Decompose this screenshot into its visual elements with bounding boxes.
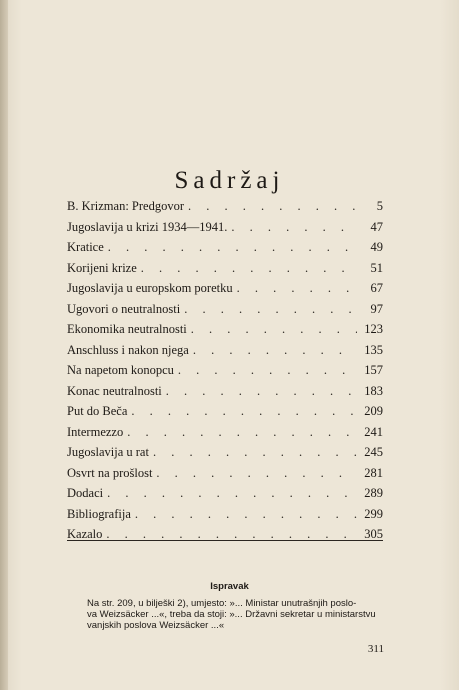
toc-entry	[67, 258, 383, 279]
toc-entry-page: 281	[364, 465, 383, 480]
page-title: Sadržaj	[174, 166, 285, 194]
dot-leader	[107, 483, 357, 504]
toc-entry-title: Ugovori o neutralnosti	[67, 301, 181, 316]
toc-entry-title: Jugoslavija u rat	[67, 445, 149, 459]
toc-entry-title: Jugoslavija u krizi 1934—1941.	[67, 219, 228, 234]
dot-leader	[184, 299, 357, 320]
toc-entry	[67, 237, 383, 258]
table-of-contents	[67, 196, 383, 545]
errata-line: va Weizsäcker ...«, treba da stoji: »... Državni sekretar u ministarstvu	[87, 609, 376, 620]
dot-leader	[231, 217, 357, 238]
errata-line: vanjskih poslova Weizsäcker ...«	[87, 620, 225, 631]
toc-entry	[67, 524, 383, 545]
errata-line: Na str. 209, u bilješki 2), umjesto: »... Ministar unutrašnjih poslo-	[87, 598, 357, 609]
toc-entry-page: 67	[370, 281, 383, 295]
toc-entry-page: 245	[364, 445, 383, 459]
toc-entry-page: 305	[364, 527, 383, 541]
toc-entry	[67, 442, 383, 463]
toc-entry	[67, 422, 383, 443]
toc-entry	[67, 483, 383, 504]
dot-leader	[166, 381, 357, 402]
toc-entry	[67, 217, 383, 238]
toc-entry-page: 241	[364, 424, 383, 439]
toc-entry-page: 209	[364, 404, 383, 418]
toc-entry-page: 123	[364, 322, 383, 336]
toc-entry-title: Anschluss i nakon njega	[67, 342, 189, 357]
dot-leader	[135, 504, 357, 525]
toc-entry	[67, 196, 383, 217]
page-number: 311	[367, 643, 384, 655]
toc-entry-title: Bibliografija	[67, 506, 131, 521]
toc-entry-title: Put do Beča	[67, 404, 128, 418]
toc-entry-title: Kazalo	[67, 527, 103, 541]
toc-entry-page: 183	[364, 383, 383, 398]
toc-entry	[67, 360, 383, 381]
toc-entry-title: Intermezzo	[67, 424, 124, 439]
toc-entry	[67, 463, 383, 484]
toc-entry-page: 289	[364, 486, 383, 500]
toc-entry-title: Ekonomika neutralnosti	[67, 322, 187, 336]
dot-leader	[193, 340, 357, 361]
toc-entry-title: Na napetom konopcu	[67, 363, 174, 377]
dot-leader	[141, 258, 357, 279]
dot-leader	[191, 319, 357, 340]
toc-entry-title: Korijeni krize	[67, 260, 137, 275]
toc-entry-title: Dodaci	[67, 486, 104, 500]
toc-entry-title: Konac neutralnosti	[67, 383, 162, 398]
toc-entry-title: Osvrt na prošlost	[67, 465, 153, 480]
toc-entry	[67, 299, 383, 320]
dot-leader	[237, 278, 357, 299]
section-divider	[67, 540, 383, 541]
toc-entry	[67, 504, 383, 525]
toc-entry-page: 157	[364, 363, 383, 377]
toc-entry-title: Jugoslavija u europskom poretku	[67, 281, 233, 295]
toc-entry-page: 51	[370, 260, 383, 275]
toc-entry-page: 97	[370, 301, 383, 316]
dot-leader	[108, 237, 357, 258]
toc-entry-title: B. Krizman: Predgovor	[67, 199, 184, 213]
toc-entry-page: 5	[376, 199, 383, 213]
toc-entry-page: 299	[364, 506, 383, 521]
toc-entry	[67, 340, 383, 361]
toc-entry	[67, 278, 383, 299]
dot-leader	[188, 196, 357, 217]
toc-entry-title: Kratice	[67, 240, 104, 254]
toc-entry	[67, 319, 383, 340]
toc-entry-page: 47	[370, 219, 383, 234]
dot-leader	[106, 524, 357, 545]
toc-entry	[67, 381, 383, 402]
errata-note	[87, 598, 383, 631]
dot-leader	[156, 463, 357, 484]
toc-entry	[67, 401, 383, 422]
dot-leader	[131, 401, 357, 422]
dot-leader	[127, 422, 357, 443]
toc-entry-page: 49	[370, 240, 383, 254]
dot-leader	[178, 360, 357, 381]
toc-entry-page: 135	[364, 342, 383, 357]
dot-leader	[153, 442, 357, 463]
errata-heading: Ispravak	[210, 581, 249, 592]
